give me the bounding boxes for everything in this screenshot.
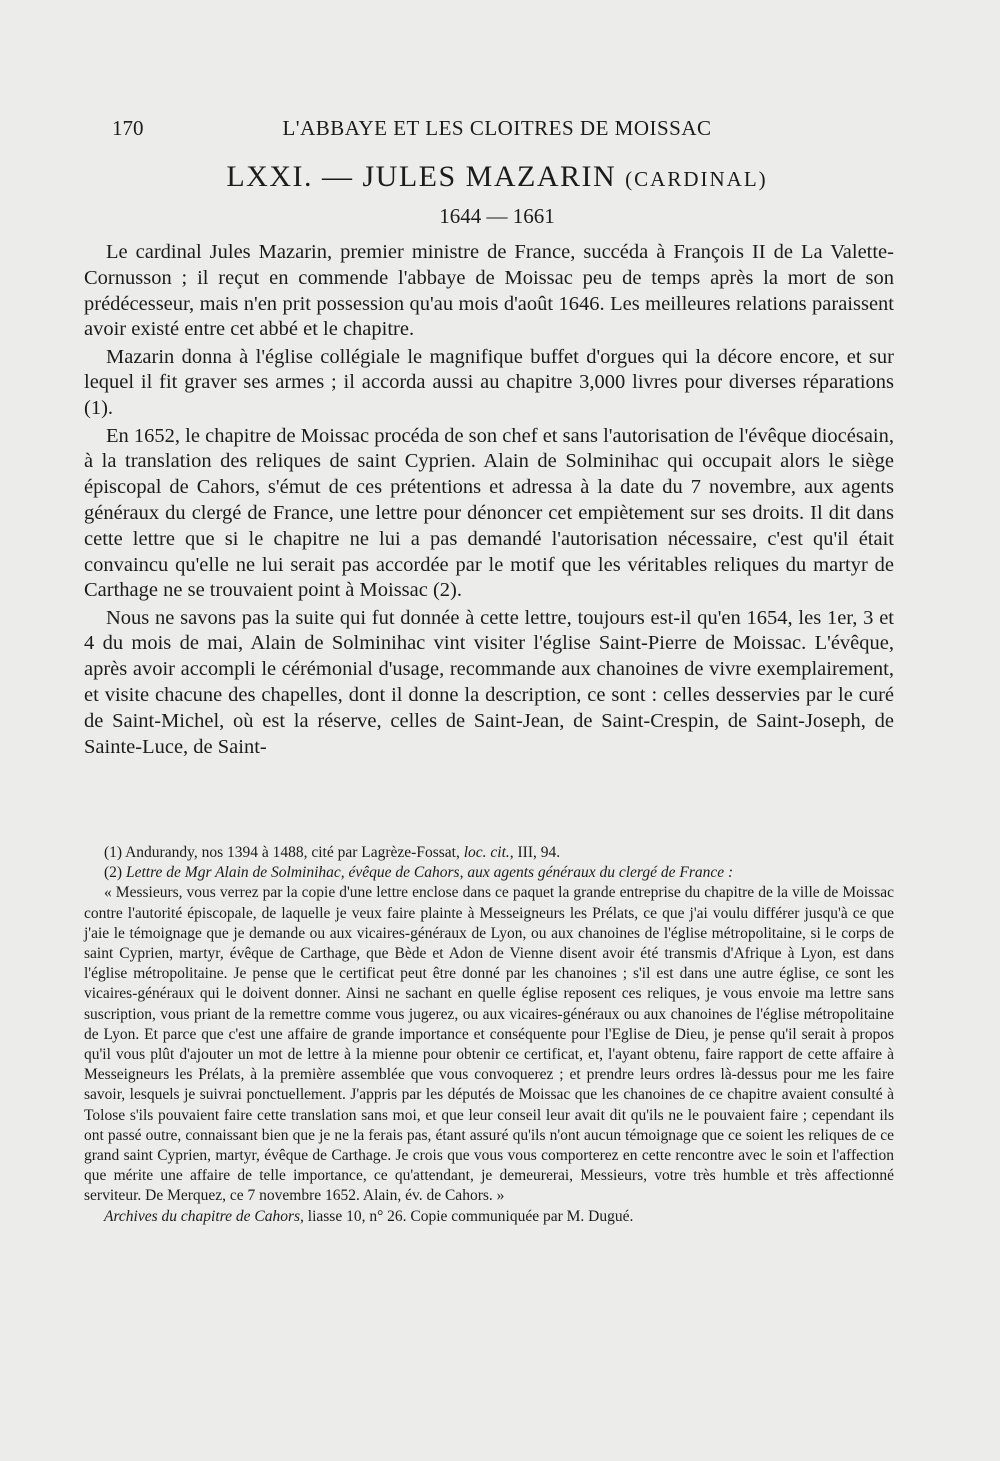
paragraph: Mazarin donna à l'église collégiale le magnifique buffet d'orgues qui la décore encore, et sur lequel il fit graver ses armes ; il accorda aussi au chapitre 3,000 livres pour diverses réparations (1). (84, 345, 894, 420)
footnotes (84, 843, 894, 1227)
footnote-2-source (84, 1207, 894, 1227)
paragraph: Nous ne savons pas la suite qui fut donnée à cette lettre, toujours est-il qu'en 1654, les 1er, 3 et 4 du mois de mai, Alain de Solminihac vint visiter l'église Saint-Pierre de Moissac. L'évêque, après avoir accompli le cérémonial d'usage, recommande aux chanoines de vivre exemplairement, et visite chacune des chapelles, dont il donne la description, ce sont : celles desservies par le curé de Saint-Michel, où est la réserve, celles de Saint-Jean, de Saint-Crespin, de Saint-Joseph, de Sainte-Luce, de Saint- (84, 606, 894, 758)
chapter-qualifier: (CARDINAL) (625, 167, 768, 191)
footnote-1-text: (1) Andurandy, nos 1394 à 1488, cité par Lagrèze-Fossat, (104, 844, 464, 861)
footnote-2-title-text: Lettre de Mgr Alain de Solminihac, évêque de Cahors, aux agents généraux du clergé de France : (125, 864, 734, 882)
paragraph: En 1652, le chapitre de Moissac procéda de son chef et sans l'autorisation de l'évêque diocésain, à la translation des reliques de saint Cyprien. Alain de Solminihac qui occupait alors le siège épiscopal de Cahors, s'émut de ces prétentions et adressa à la date du 7 novembre, aux agents généraux du clergé de France, une lettre pour dénoncer cet empiètement sur ses droits. Il dit dans cette lettre que si le chapitre ne lui a pas demandé l'autorisation nécessaire, c'est qu'il était convaincu qu'elle ne lui serait pas accordée par le motif que les véritables reliques du martyr de Carthage ne se trouvaient point à Moissac (2). (84, 424, 894, 602)
footnote-2-letter: « Messieurs, vous verrez par la copie d'une lettre enclose dans ce paquet la grande entreprise du chapitre de la ville de Moissac contre l'autorité épiscopale, de laquelle je veux faire plainte à Messeigneurs les Prélats, ce que j'ai voulu différer jusqu'à ce que j'aie le témoignage que je demande ou aux vicaires-généraux de Lyon, ou aux chanoines de l'église métropolitaine, si le corps de saint Cyprien, martyr, évêque de Carthage, que Bède et Adon de Vienne disent avoir été transmis d'Afrique à Lyon, est dans l'église métropolitaine. Je pense que le certificat peut être donné par les chanoines ; s'il est dans une autre église, ce sont les vicaires-généraux qui le doivent donner. Ainsi ne sachant en quelle église reposent ces reliques, je vous envoie ma lettre sans suscription, vous priant de la remettre comme vous jugerez, ou aux vicaires-généraux ou aux chanoines de l'église métropolitaine de Lyon. Et parce que c'est une affaire de grande importance et conséquente pour l'Eglise de Dieu, je pense qu'il serait à propos qu'il vous plût d'ajouter un mot de lettre à la mienne pour obtenir ce certificat, et, l'ayant obtenu, faire rapport de cette affaire à Messeigneurs les Prélats, à la première assemblée que vous convoquerez ; et prendre leurs ordres là-dessus pour me les faire savoir, lesquels je suivrai ponctuellement. J'appris par les députés de Moissac que les chanoines de ce chapitre avaient consulté à Tolose s'ils pouvaient faire cette translation sans moi, et que leur conseil leur avait dit qu'ils ne le pouvaient faire ; cependant ils ont passé outre, connaissant bien que je ne la ferais pas, étant assuré qu'ils n'ont aucun témoignage que ce soient les reliques de ce grand saint Cyprien, martyr, évêque de Carthage. Je crois que vous vous comporterez en cette rencontre avec le soin et l'affection que mérite une affaire de telle importance, ce qu'attendant, je demeurerai, Messieurs, votre très humble et très affectionné serviteur. De Merquez, ce 7 novembre 1652. Alain, év. de Cahors. » (84, 884, 894, 1205)
footnote-1-tail: III, 94. (513, 844, 561, 861)
footnote-2-label: (2) (104, 864, 126, 882)
footnote-2-title (84, 863, 894, 883)
chapter-title: LXXI. — JULES MAZARIN (226, 160, 617, 193)
footnote-2-source-text: liasse 10, n° 26. Copie communiquée par M. Dugué. (303, 1207, 634, 1225)
footnote-1 (84, 843, 894, 863)
footnote-2-source-italic: Archives du chapitre de Cahors, (104, 1207, 304, 1225)
chapter-dates: 1644 — 1661 (439, 204, 555, 228)
running-header (112, 116, 882, 144)
running-title: L'ABBAYE ET LES CLOITRES DE MOISSAC (282, 116, 712, 140)
main-text (84, 240, 894, 762)
paragraph: Le cardinal Jules Mazarin, premier ministre de France, succéda à François II de La Valette-Cornusson ; il reçut en commende l'abbaye de Moissac peu de temps après la mort de son prédécesseur, mais n'en prit possession qu'au mois d'août 1646. Les meilleures relations paraissent avoir existé entre cet abbé et le chapitre. (84, 241, 894, 341)
footnote-1-italic: loc. cit., (463, 844, 514, 861)
page-number: 170 (112, 116, 144, 140)
chapter-heading (112, 160, 882, 194)
